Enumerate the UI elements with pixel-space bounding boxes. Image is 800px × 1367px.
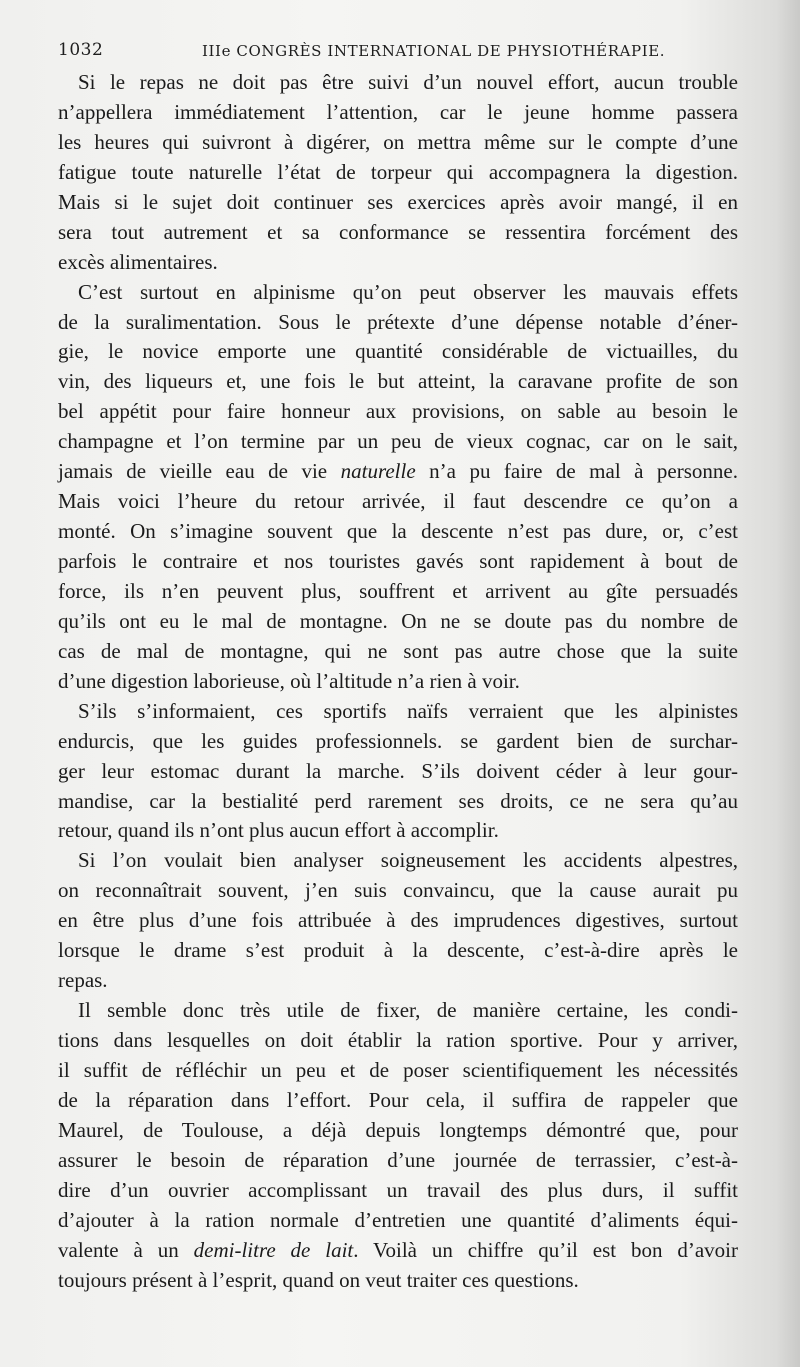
text-line: d’ajouter à la ration normale d’entretien une quantité d’aliments équi-	[58, 1207, 738, 1232]
text-line: excès alimentaires.	[58, 249, 218, 274]
paragraph-1	[58, 68, 738, 278]
text-line: Mais si le sujet doit continuer ses exercices après avoir mangé, il en	[58, 189, 738, 214]
text-line: Si le repas ne doit pas être suivi d’un nouvel effort, aucun trouble	[78, 70, 738, 94]
paragraph-2	[58, 278, 738, 697]
text-line: Si l’on voulait bien analyser soigneusement les accidents alpestres,	[78, 848, 738, 873]
text-line: qu’ils ont eu le mal de montagne. On ne se doute pas du nombre de	[58, 608, 738, 633]
text-line: mandise, car la bestialité perd rarement ses droits, ce ne sera qu’au	[58, 788, 738, 813]
text-line: on reconnaîtrait souvent, j’en suis convaincu, que la cause aurait pu	[58, 878, 738, 903]
text-line: retour, quand ils n’ont plus aucun effort à accomplir.	[58, 818, 499, 843]
text-segment: jamais de vieille eau de vie	[58, 459, 341, 484]
text-line: Maurel, de Toulouse, a déjà depuis longtemps démontré que, pour	[58, 1117, 738, 1142]
text-line: monté. On s’imagine souvent que la descente n’est pas dure, or, c’est	[58, 519, 738, 544]
text-segment: valente à un	[58, 1237, 194, 1262]
text-line: toujours présent à l’esprit, quand on veut traiter ces questions.	[58, 1267, 579, 1292]
running-title: IIIe CONGRÈS INTERNATIONAL DE PHYSIOTHÉRAPIE.	[202, 42, 666, 60]
body-text	[58, 68, 738, 1295]
text-line: dire d’un ouvrier accomplissant un travail des plus durs, il suffit	[58, 1177, 738, 1202]
text-line: ger leur estomac durant la marche. S’ils doivent céder à leur gour-	[58, 758, 738, 783]
text-line: Il semble donc très utile de fixer, de manière certaine, les condi-	[78, 998, 738, 1023]
text-line: force, ils n’en peuvent plus, souffrent et arrivent au gîte persuadés	[58, 578, 738, 603]
text-line-with-italic	[58, 457, 738, 487]
text-line: C’est surtout en alpinisme qu’on peut observer les mauvais effets	[78, 279, 738, 304]
text-line: gie, le novice emporte une quantité considérable de victuailles, du	[58, 339, 738, 364]
running-head	[58, 36, 778, 66]
italic-phrase: demi-litre de lait	[193, 1237, 354, 1262]
text-line: d’une digestion laborieuse, où l’altitude n’a rien à voir.	[58, 668, 520, 693]
text-line: fatigue toute naturelle l’état de torpeur qui accompagnera la digestion.	[58, 159, 738, 184]
text-line: n’appellera immédiatement l’attention, car le jeune homme passera	[58, 99, 738, 124]
text-line: de la réparation dans l’effort. Pour cela, il suffira de rappeler que	[58, 1087, 738, 1112]
paragraph-4	[58, 846, 738, 996]
text-line: parfois le contraire et nos touristes gavés sont rapidement à bout de	[58, 549, 738, 573]
text-line: en être plus d’une fois attribuée à des imprudences digestives, surtout	[58, 908, 738, 933]
text-line: vin, des liqueurs et, une fois le but atteint, la caravane profite de son	[58, 369, 738, 394]
text-line: tions dans lesquelles on doit établir la ration sportive. Pour y arriver,	[58, 1028, 738, 1052]
text-line: repas.	[58, 968, 108, 993]
text-line: S’ils s’informaient, ces sportifs naïfs verraient que les alpinistes	[78, 698, 738, 723]
paragraph-5	[58, 996, 738, 1295]
paragraph-3	[58, 697, 738, 847]
text-line: lorsque le drame s’est produit à la descente, c’est-à-dire après le	[58, 938, 738, 963]
text-line: cas de mal de montagne, qui ne sont pas autre chose que la suite	[58, 638, 738, 663]
text-line: sera tout autrement et sa conformance se ressentira forcément des	[58, 219, 738, 244]
text-line-with-italic	[58, 1236, 738, 1266]
text-line: assurer le besoin de réparation d’une journée de terrassier, c’est-à-	[58, 1147, 738, 1172]
text-line: champagne et l’on termine par un peu de vieux cognac, car on le sait,	[58, 429, 738, 454]
text-line: de la suralimentation. Sous le prétexte d’une dépense notable d’éner-	[58, 309, 738, 334]
italic-word: naturelle	[340, 459, 416, 484]
text-line: Mais voici l’heure du retour arrivée, il faut descendre ce qu’on a	[58, 489, 738, 514]
text-segment: . Voilà un chiffre qu’il est bon d’avoir	[353, 1237, 739, 1262]
text-line: endurcis, que les guides professionnels. se gardent bien de surchar-	[58, 728, 738, 753]
text-line: les heures qui suivront à digérer, on mettra même sur le compte d’une	[58, 129, 738, 154]
text-segment: n’a pu faire de mal à personne.	[415, 459, 738, 484]
text-line: il suffit de réfléchir un peu et de poser scientifiquement les nécessités	[58, 1057, 738, 1082]
page-number: 1032	[58, 40, 104, 60]
text-line: bel appétit pour faire honneur aux provisions, on sable au besoin le	[58, 399, 738, 424]
